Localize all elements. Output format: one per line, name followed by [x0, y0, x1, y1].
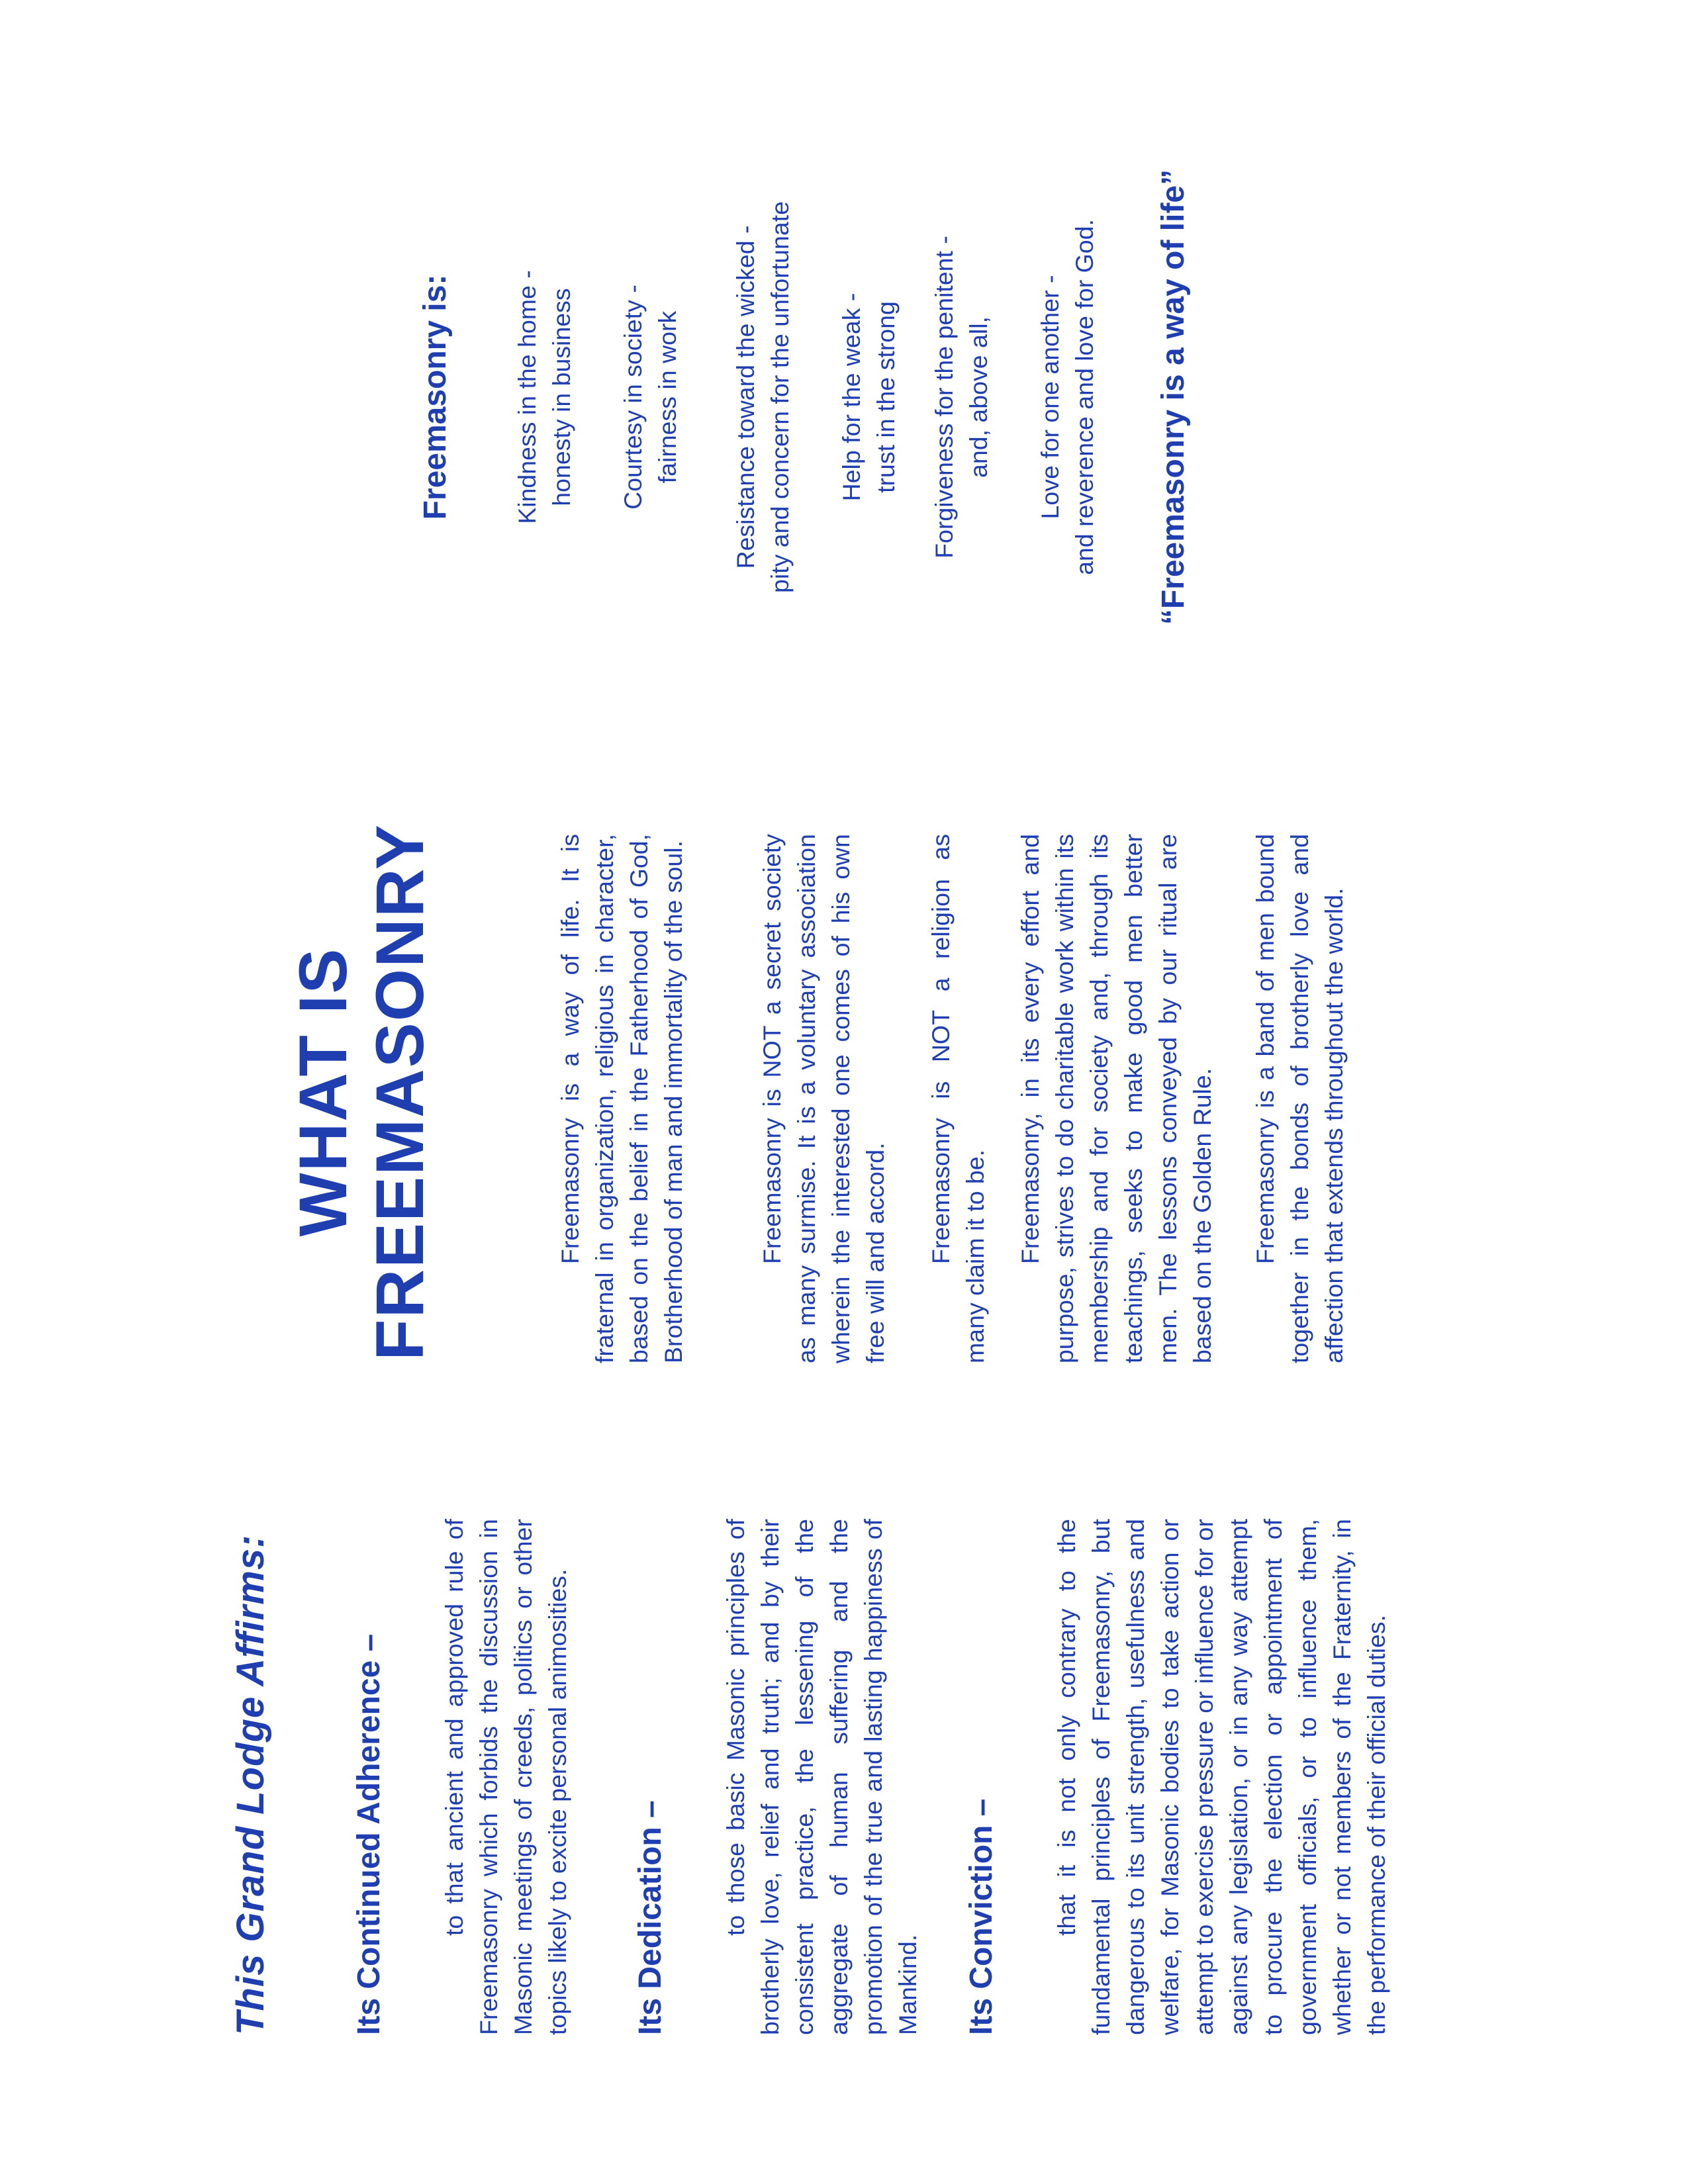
paragraph: [755, 834, 892, 1363]
couplet: [1033, 66, 1102, 728]
couplet: [616, 66, 684, 728]
paragraph: [923, 834, 992, 1363]
conviction-heading: Its Conviction –: [964, 1798, 999, 2035]
adherence-text-content: to that ancient and approved rule of Freemasonry which forbids the discussion in Masonic meetings of creeds, politics or other topics likely to excite personal animosities.: [440, 1519, 571, 2035]
main-title: [285, 728, 438, 1456]
what-is-freemasonry-panel: [0, 728, 1688, 1456]
paragraph-text: Freemasonry is NOT a religion as many claim it to be.: [927, 834, 989, 1363]
way-of-life-motto: “Freemasonry is a way of life”: [1156, 169, 1191, 625]
couplet: [927, 66, 996, 728]
couplet-line: Courtesy in society -: [619, 285, 647, 510]
conviction-text-content: that it is not only contrary to the fundamental principles of Freemasonry, but dangerous to its unit strength, usefulness and welfare, for Masonic bodies to take action or attempt to exercise pressure or influence for or against any legislation, or in any way attempt to procure the election or appointment of government officials, or to influence them, whether or not members of the Fraternity, in the performance of their official duties.: [1053, 1519, 1390, 2035]
main-title-line2: FREEMASONRY: [362, 823, 438, 1361]
couplet-line: honesty in business: [547, 288, 575, 506]
couplet-line: Love for one another -: [1036, 275, 1064, 520]
couplet-line: and reverence and love for God.: [1070, 219, 1098, 575]
paragraph-text: Freemasonry is a band of men bound together in the bonds of brotherly love and affection that extends throughout the world.: [1251, 834, 1348, 1363]
adherence-heading: Its Continued Adherence –: [352, 1633, 387, 2035]
paragraph: [553, 834, 690, 1363]
couplet-line: Help for the weak -: [837, 293, 865, 502]
couplet-line: fairness in work: [653, 310, 681, 484]
dedication-heading: Its Dedication –: [633, 1800, 668, 2035]
couplet: [834, 66, 903, 728]
main-title-line1: WHAT IS: [285, 947, 361, 1237]
couplet-line: Forgiveness for the penitent -: [930, 236, 958, 559]
freemasonry-is-panel: [0, 0, 1688, 728]
dedication-text: [718, 1519, 925, 2035]
freemasonry-is-title: Freemasonry is:: [418, 274, 453, 520]
couplet-line: Kindness in the home -: [513, 270, 541, 524]
couplet-line: Resistance toward the wicked -: [731, 225, 759, 569]
adherence-text: [437, 1519, 575, 2035]
couplet: [510, 66, 579, 728]
couplet: [728, 66, 797, 728]
affirms-title: This Grand Lodge Affirms:: [229, 1534, 272, 2035]
paragraph: [1248, 834, 1351, 1363]
dedication-text-content: to those basic Masonic principles of brotherly love, relief and truth; and by their consistent practice, the lessening of the aggregate of human suffering and the promotion of the true and lasting happiness of Mankind.: [722, 1519, 921, 2035]
paragraph-text: Freemasonry, in its every effort and purpose, strives to do charitable work within its membership and for society and, through its teachings, seeks to make good men better men. The lessons conveyed by our ritual are based on the Golden Rule.: [1016, 834, 1216, 1363]
paragraph-text: Freemasonry is a way of life. It is fraternal in organization, religious in character, based on the belief in the Fatherhood of God, Brotherhood of man and immortality of the soul.: [556, 834, 687, 1363]
couplet-line: and, above all,: [964, 316, 992, 478]
paragraph-text: Freemasonry is NOT a secret society as many surmise. It is a voluntary association wherein the interested one comes of his own free will and accord.: [758, 834, 889, 1363]
couplet-line: trust in the strong: [872, 301, 900, 493]
paragraph: [1013, 834, 1219, 1363]
couplet-line: pity and concern for the unfortunate: [766, 201, 794, 594]
grand-lodge-affirms-panel: [0, 1456, 1688, 2184]
conviction-text: [1049, 1519, 1393, 2035]
